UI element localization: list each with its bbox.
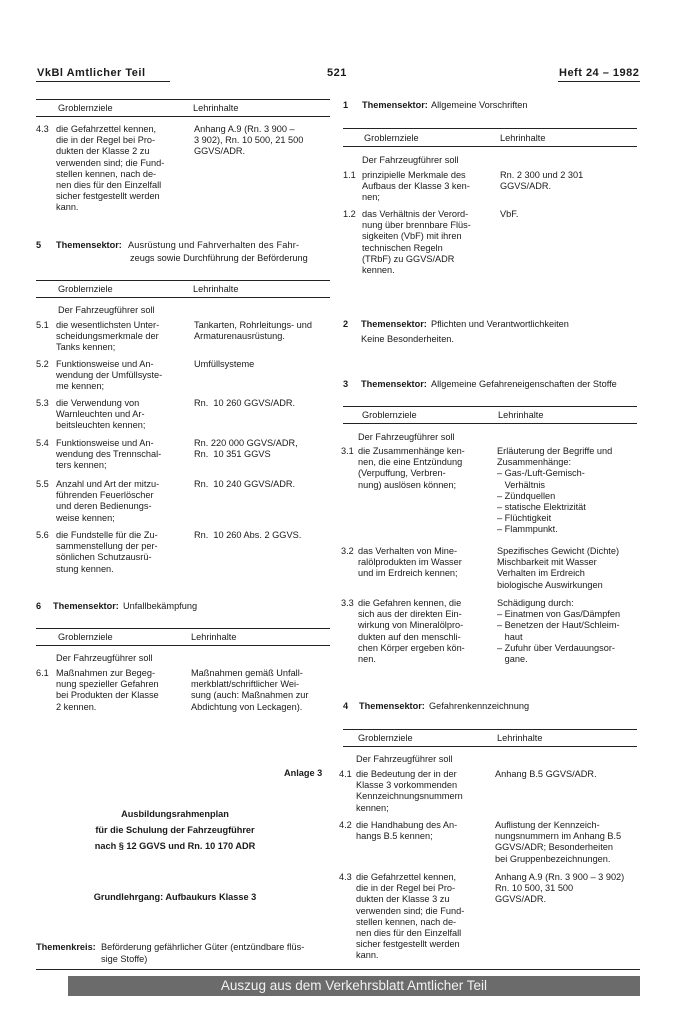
table-intro: Der Fahrzeugführer soll	[56, 653, 153, 663]
table-rule	[36, 628, 330, 629]
item-number: 1.2	[343, 209, 356, 219]
col-header-lehrinhalte: Lehrinhalte	[498, 410, 544, 420]
col-header-lehrinhalte: Lehrinhalte	[191, 632, 237, 642]
section-title: Unfallbekämpfung	[123, 601, 198, 611]
item-content: Rn. 10 260 Abs. 2 GGVS.	[194, 530, 302, 540]
item-number: 6.1	[36, 668, 49, 678]
item-goal: Funktionsweise und An- wendung der Umfüllsyste- me kennen;	[56, 359, 163, 392]
table-rule	[343, 746, 637, 747]
themenkreis-text: Beförderung gefährlicher Güter (entzündbare flüs-	[101, 942, 305, 952]
section-number: 6	[36, 601, 42, 611]
themenkreis-text-cont: sige Stoffe)	[101, 954, 148, 964]
section-label: Themensektor:	[362, 100, 428, 110]
item-goal: Maßnahmen zur Begeg- nung spezieller Gefahren bei Produkten der Klasse 2 kennen.	[56, 668, 159, 712]
col-header-groblernziele: Groblernziele	[364, 133, 419, 143]
section-title: Allgemeine Gefahreneigenschaften der Stoffe	[431, 379, 617, 389]
section-label: Themensektor:	[361, 319, 427, 329]
course-title: Grundlehrgang: Aufbaukurs Klasse 3	[93, 892, 257, 902]
section-number: 4	[343, 701, 349, 711]
section-label: Themensektor:	[361, 379, 427, 389]
item-content: Rn. 2 300 und 2 301 GGVS/ADR.	[500, 170, 584, 192]
section-label: Themensektor:	[56, 240, 122, 250]
item-number: 5.2	[36, 359, 49, 369]
themenkreis-label: Themenkreis:	[36, 942, 96, 952]
item-goal: die Zusammenhänge ken- nen, die eine Entzündung (Verpuffung, Verbren- nung) auslösen können;	[358, 446, 465, 490]
item-goal: die Verwendung von Warnleuchten und Ar- beitsleuchten kennen;	[56, 398, 146, 431]
table-rule	[36, 280, 330, 281]
item-content: Spezifisches Gewicht (Dichte) Mischbarkeit mit Wasser Verhalten im Erdreich biologische Auswirkungen	[497, 546, 620, 590]
table-intro: Der Fahrzeugführer soll	[358, 432, 455, 442]
section-note: Keine Besonderheiten.	[361, 334, 454, 344]
item-content: Rn. 220 000 GGVS/ADR, Rn. 10 351 GGVS	[194, 438, 298, 460]
item-goal: Funktionsweise und An- wendung des Trennschal- ters kennen;	[56, 438, 162, 471]
item-number: 4.3	[36, 124, 49, 134]
plan-subtitle: nach § 12 GGVS und Rn. 10 170 ADR	[94, 841, 256, 851]
page-number: 521	[327, 67, 347, 79]
footer-banner: Auszug aus dem Verkehrsblatt Amtlicher Teil	[68, 976, 640, 996]
section-number: 5	[36, 240, 42, 250]
col-header-groblernziele: Groblernziele	[58, 103, 113, 113]
item-content: Erläuterung der Begriffe und Zusammenhänge: – Gas-/Luft-Gemisch- Verhältnis – Zündquellen – statische Elektrizität – Flüchtigkeit – Flammpunkt.	[497, 446, 613, 535]
item-number: 4.2	[339, 820, 352, 830]
appendix-label: Anlage 3	[284, 768, 323, 778]
running-header-right: Heft 24 – 1982	[559, 67, 640, 79]
item-number: 5.1	[36, 320, 49, 330]
item-goal: die Bedeutung der in der Klasse 3 vorkommenden Kennzeichnungsnummern kennen;	[356, 769, 463, 813]
table-rule	[36, 99, 330, 100]
table-rule	[343, 729, 637, 730]
item-goal: Anzahl und Art der mitzu- führenden Feuerlöscher und deren Bedienungs- weise kennen;	[56, 479, 160, 523]
section-title-cont: zeugs sowie Durchführung der Beförderung	[130, 253, 308, 263]
item-content: Anhang A.9 (Rn. 3 900 – 3 902) Rn. 10 500, 31 500 GGVS/ADR.	[495, 872, 625, 905]
item-content: Maßnahmen gemäß Unfall- merkblatt/schriftlicher Wei- sung (auch: Maßnahmen zur Abdichtung von Leckagen).	[191, 668, 309, 712]
col-header-lehrinhalte: Lehrinhalte	[193, 284, 239, 294]
col-header-groblernziele: Groblernziele	[358, 733, 413, 743]
item-goal: das Verhältnis der Verord- nung über brennbare Flüs- sigkeiten (VbF) mit ihren technischen Regeln (TRbF) zu GGVS/ADR kennen.	[362, 209, 471, 276]
item-content: Tankarten, Rohrleitungs- und Armaturenausrüstung.	[194, 320, 312, 342]
item-number: 3.1	[341, 446, 354, 456]
item-number: 5.5	[36, 479, 49, 489]
section-label: Themensektor:	[53, 601, 119, 611]
item-goal: die wesentlichsten Unter- scheidungsmerkmale der Tanks kennen;	[56, 320, 160, 353]
item-goal: die Gefahren kennen, die sich aus der direkten Ein- wirkung von Mineralölpro- dukten auf den menschli- chen Körper ergeben kön- nen.	[358, 598, 465, 665]
item-goal: die Handhabung des An- hangs B.5 kennen;	[356, 820, 458, 842]
header-rule-left	[36, 81, 170, 82]
section-title: Ausrüstung und Fahrverhalten des Fahr-	[128, 240, 300, 250]
section-title: Gefahrenkennzeichnung	[429, 701, 530, 711]
footer-rule	[36, 969, 640, 970]
running-header-left: VkBl Amtlicher Teil	[37, 67, 146, 79]
col-header-groblernziele: Groblernziele	[58, 632, 113, 642]
item-content: VbF.	[500, 209, 519, 219]
col-header-lehrinhalte: Lehrinhalte	[497, 733, 543, 743]
item-number: 5.3	[36, 398, 49, 408]
section-number: 1	[343, 100, 349, 110]
item-content: Umfüllsysteme	[194, 359, 255, 369]
table-rule	[36, 297, 330, 298]
plan-subtitle: für die Schulung der Fahrzeugführer	[95, 825, 255, 835]
item-content: Rn. 10 240 GGVS/ADR.	[194, 479, 296, 489]
table-intro: Der Fahrzeugführer soll	[362, 155, 459, 165]
section-label: Themensektor:	[359, 701, 425, 711]
header-rule-right	[558, 81, 640, 82]
table-rule	[36, 645, 330, 646]
item-content: Auflistung der Kennzeich- nungsnummern im Anhang B.5 GGVS/ADR; Besonderheiten bei Gruppenbezeichnungen.	[495, 820, 622, 864]
table-rule	[343, 406, 637, 407]
item-number: 3.3	[341, 598, 354, 608]
item-goal: die Gefahrzettel kennen, die in der Regel bei Pro- dukten der Klasse 3 zu verwenden sind; die Fund- stellen kennen, nach de- nen dies für den Einzelfall sicher festgestellt werden kann.	[356, 872, 465, 961]
section-title: Allgemeine Vorschriften	[431, 100, 528, 110]
item-goal: das Verhalten von Mine- ralölprodukten im Wasser und im Erdreich kennen;	[358, 546, 462, 579]
item-content: Rn. 10 260 GGVS/ADR.	[194, 398, 296, 408]
item-number: 4.1	[339, 769, 352, 779]
table-intro: Der Fahrzeugführer soll	[356, 754, 453, 764]
item-goal: prinzipielle Merkmale des Aufbaus der Klasse 3 ken- nen;	[362, 170, 470, 203]
item-number: 4.3	[339, 872, 352, 882]
item-number: 1.1	[343, 170, 356, 180]
item-content: Anhang B.5 GGVS/ADR.	[495, 769, 597, 779]
table-rule	[36, 116, 330, 117]
section-number: 2	[343, 319, 349, 329]
item-number: 3.2	[341, 546, 354, 556]
section-title: Pflichten und Verantwortlichkeiten	[431, 319, 569, 329]
col-header-groblernziele: Groblernziele	[362, 410, 417, 420]
col-header-groblernziele: Groblernziele	[58, 284, 113, 294]
section-number: 3	[343, 379, 349, 389]
item-goal: die Gefahrzettel kennen, die in der Regel bei Pro- dukten der Klasse 2 zu verwenden sind; die Fund- stellen kennen, nach de- nen dies für den Einzelfall sicher festgestellt werden kann.	[56, 124, 165, 213]
table-rule	[343, 128, 637, 129]
table-intro: Der Fahrzeugführer soll	[58, 305, 155, 315]
item-number: 5.6	[36, 530, 49, 540]
item-number: 5.4	[36, 438, 49, 448]
col-header-lehrinhalte: Lehrinhalte	[193, 103, 239, 113]
item-content: Anhang A.9 (Rn. 3 900 – 3 902), Rn. 10 500, 21 500 GGVS/ADR.	[194, 124, 304, 157]
table-rule	[343, 423, 637, 424]
plan-title: Ausbildungsrahmenplan	[121, 809, 229, 819]
item-goal: die Fundstelle für die Zu- sammenstellung der per- sönlichen Schutzausrü- stung kennen.	[56, 530, 158, 574]
table-rule	[343, 146, 637, 147]
col-header-lehrinhalte: Lehrinhalte	[500, 133, 546, 143]
item-content: Schädigung durch: – Einatmen von Gas/Dämpfen – Benetzen der Haut/Schleim- haut – Zufuhr über Verdauungsor- gane.	[497, 598, 621, 665]
